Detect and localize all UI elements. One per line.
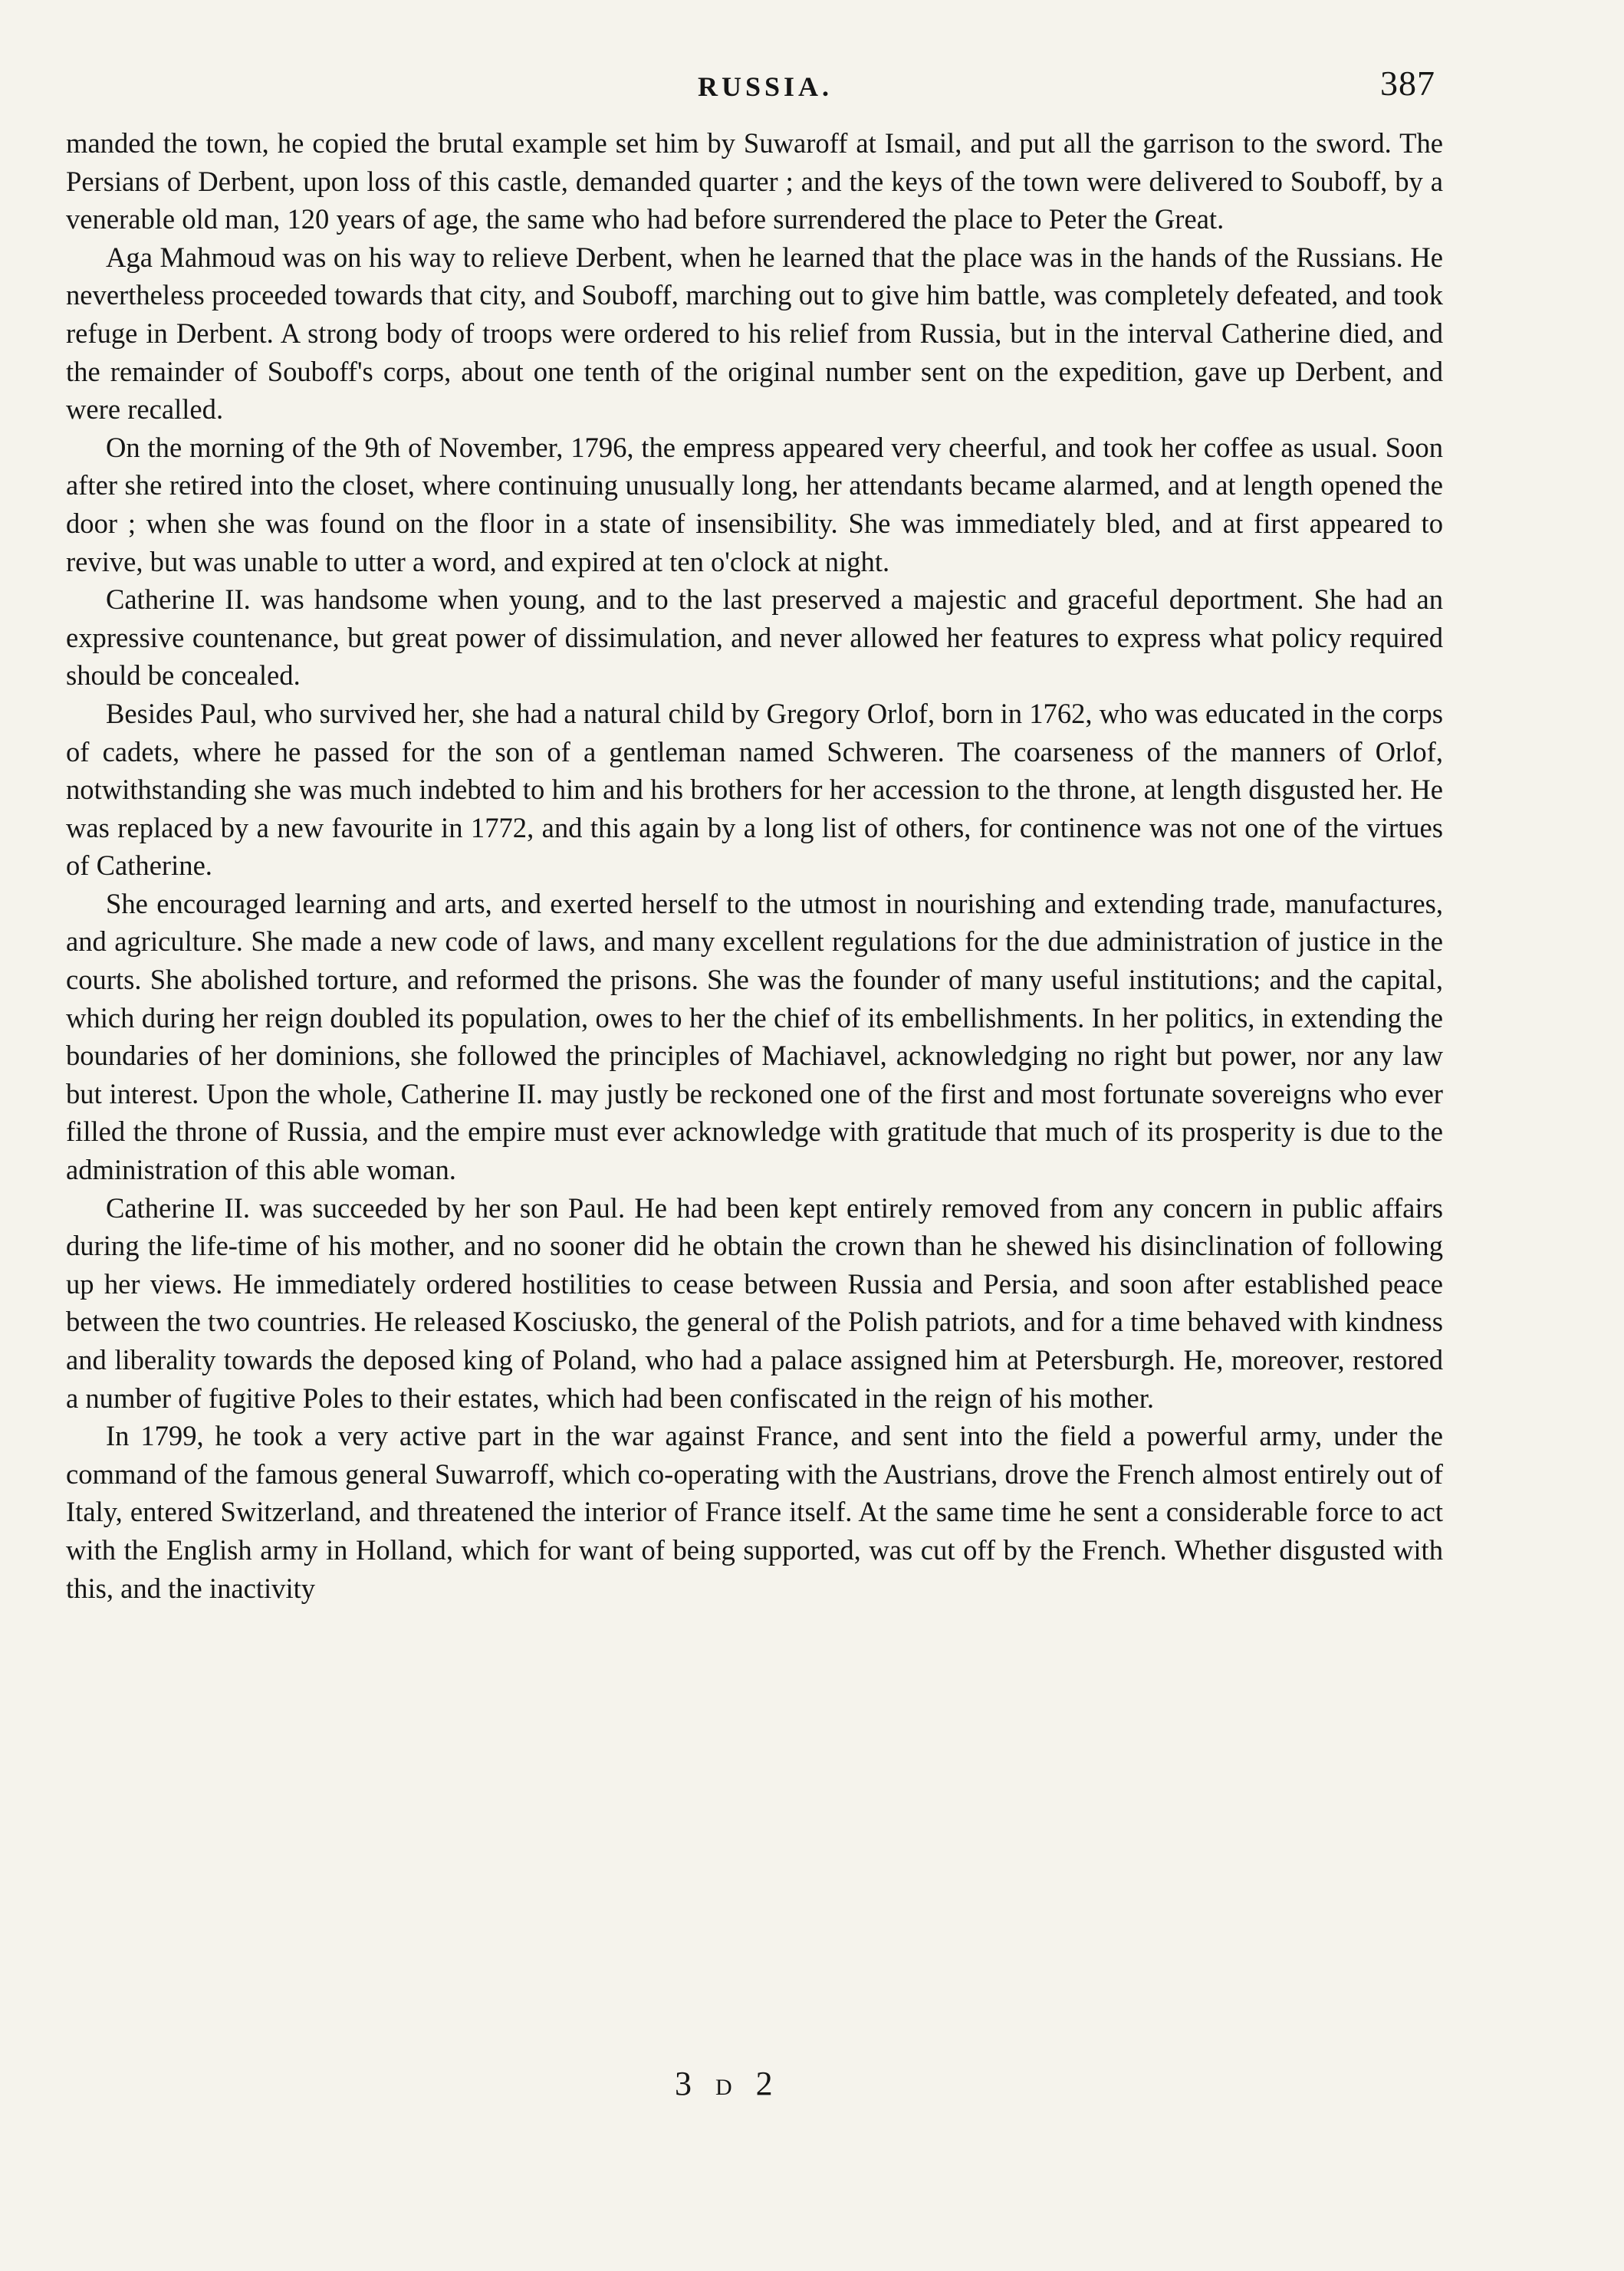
running-title: RUSSIA.	[698, 71, 833, 102]
paragraph: Catherine II. was succeeded by her son Paul. He had been kept entirely removed from any concern in public affairs during the life-time of his mother, and no sooner did he obtain the crown than he shewed his disinclination of following up her views. He immediately ordered hostilities to cease between Russia and Persia, and soon after established peace between the two countries. He released Kosciusko, the general of the Polish patriots, and for a time behaved with kindness and liberality towards the deposed king of Poland, who had a palace assigned him at Petersburgh. He, moreover, restored a number of fugitive Poles to their estates, which had been confiscated in the reign of his mother.	[66, 1191, 1443, 1414]
paragraph: Besides Paul, who survived her, she had a natural child by Gregory Orlof, born in 1762, who was educated in the corps of cadets, where he passed for the son of a gentleman named Schweren. The coarseness of the manners of Orlof, notwithstanding she was much indebted to him and his brothers for her accession to the throne, at length disgusted her. He was replaced by a new favourite in 1772, and this again by a long list of others, for continence was not one of the virtues of Catherine.	[66, 697, 1443, 882]
paragraph: On the morning of the 9th of November, 1796, the empress appeared very cheerful, and took her coffee as usual. Soon after she retired into the closet, where continuing unusually long, her attendants became alarmed, and at length opened the door ; when she was found on the floor in a state of insensibility. She was immediately bled, and at first appeared to revive, but was unable to utter a word, and expired at ten o'clock at night.	[66, 431, 1443, 577]
signature-mark-subnumber: 2	[755, 2065, 781, 2102]
page-number: 387	[1380, 64, 1435, 103]
body-text	[66, 124, 1443, 1607]
signature-mark-letter: D	[715, 2075, 740, 2100]
paragraph: Catherine II. was handsome when young, and to the last preserved a majestic and graceful deportment. She had an expressive countenance, but great power of dissimulation, and never allowed her features to express what policy required should be concealed.	[66, 583, 1443, 692]
paragraph: In 1799, he took a very active part in the war against France, and sent into the field a powerful army, under the command of the famous general Suwarroff, which co-operating with the Austrians, drove the French almost entirely out of Italy, entered Switzerland, and threatened the interior of France itself. At the same time he sent a considerable force to act with the English army in Holland, which for want of being supported, was cut off by the French. Whether disgusted with this, and the inactivity	[66, 1420, 1443, 1604]
paragraph: She encouraged learning and arts, and exerted herself to the utmost in nourishing and extending trade, manufactures, and agriculture. She made a new code of laws, and many excellent regulations for the due administration of justice in the courts. She abolished torture, and reformed the prisons. She was the founder of many useful institutions; and the capital, which during her reign doubled its population, owes to her the chief of its embellishments. In her politics, in extending the boundaries of her dominions, she followed the principles of Machiavel, acknowledging no right but power, nor any law but interest. Upon the whole, Catherine II. may justly be reckoned one of the first and most fortunate sovereigns who ever filled the throne of Russia, and the empire must ever acknowledge with gratitude that much of its prosperity is due to the administration of this able woman.	[66, 887, 1443, 1186]
signature-mark	[675, 2064, 781, 2103]
running-head	[0, 63, 1624, 109]
paragraph-continued: manded the town, he copied the brutal example set him by Suwaroff at Ismail, and put all the garrison to the sword. The Persians of Derbent, upon loss of this castle, demanded quarter ; and the keys of the town were delivered to Souboff, by a venerable old man, 120 years of age, the same who had before surrendered the place to Peter the Great.	[66, 127, 1443, 235]
paragraph: Aga Mahmoud was on his way to relieve Derbent, when he learned that the place was in the hands of the Russians. He nevertheless proceeded towards that city, and Souboff, marching out to give him battle, was completely defeated, and took refuge in Derbent. A strong body of troops were ordered to his relief from Russia, but in the interval Catherine died, and the remainder of Souboff's corps, about one tenth of the original number sent on the expedition, gave up Derbent, and were recalled.	[66, 241, 1443, 426]
signature-mark-number: 3	[675, 2065, 699, 2102]
